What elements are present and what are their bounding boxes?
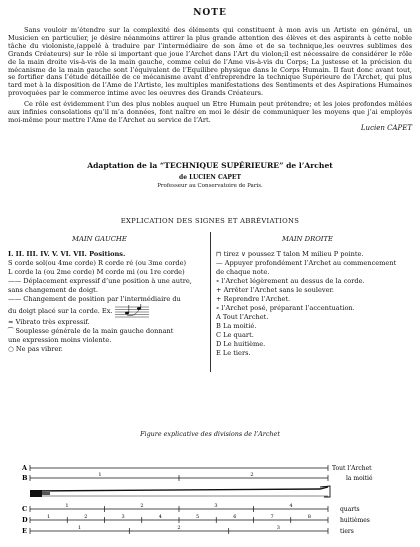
row-c-mark: 2 bbox=[140, 503, 144, 509]
row-e-mark: 2 bbox=[177, 525, 181, 531]
figure-caption: Figure explicative des divisions de l’Archet bbox=[140, 430, 280, 438]
note-title: NOTE bbox=[193, 8, 227, 18]
bow-division-figure bbox=[0, 438, 420, 547]
row-d-mark: 4 bbox=[158, 514, 162, 520]
legend-line: —— Déplacement expressif d’une position à une autre, bbox=[8, 277, 192, 285]
row-letter: E bbox=[22, 527, 27, 535]
legend-line: B La moitié. bbox=[216, 322, 257, 330]
legend-line: I. II. III. IV. V. VI. VII. Positions. bbox=[8, 250, 126, 258]
row-label: tiers bbox=[340, 528, 354, 535]
row-label: quarts bbox=[340, 506, 360, 513]
legend-line: C Le quart. bbox=[216, 331, 254, 339]
legend-line: D Le huitième. bbox=[216, 340, 266, 348]
row-b-mark: 1 bbox=[98, 472, 102, 478]
row-b-mark: 2 bbox=[250, 472, 254, 478]
row-letter: C bbox=[22, 505, 28, 513]
row-d-mark: 7 bbox=[270, 514, 274, 520]
legend-line: ∘ l’Archet légèrement au dessus de la corde. bbox=[216, 277, 365, 285]
legend-line: S corde sol(ou 4me corde) R corde ré (ou 3me corde) bbox=[8, 259, 187, 267]
note-body bbox=[8, 27, 412, 128]
legend-line: E Le tiers. bbox=[216, 349, 251, 357]
legend-line: + Reprendre l’Archet. bbox=[216, 295, 291, 303]
row-e-mark: 3 bbox=[276, 525, 280, 531]
row-d-mark: 2 bbox=[84, 514, 88, 520]
row-c-mark: 3 bbox=[214, 503, 218, 509]
row-letter: D bbox=[22, 516, 28, 524]
explication-title: EXPLICATION DES SIGNES ET ABRÉVIATIONS bbox=[120, 217, 300, 225]
right-column-heading: MAIN DROITE bbox=[282, 235, 333, 243]
adaptation-professor: Professeur au Conservatoire de Paris. bbox=[157, 183, 263, 189]
row-letter: B bbox=[22, 474, 28, 482]
row-letter: A bbox=[22, 464, 28, 472]
column-divider bbox=[210, 232, 211, 372]
legend-line: ≈ Vibrato très expressif. bbox=[8, 318, 90, 326]
staff-example-icon bbox=[115, 304, 149, 318]
legend-line: ⊓ tirez ∨ poussez T talon M milieu P pointe. bbox=[216, 250, 364, 258]
adaptation-author: de LUCIEN CAPET bbox=[179, 174, 241, 181]
row-d-mark: 1 bbox=[47, 514, 51, 520]
adaptation-title: Adaptation de la “TECHNIQUE SUPÉRIEURE” de l’Archet bbox=[87, 161, 333, 170]
legend-line: ⁀ Souplesse générale de la main gauche donnant bbox=[8, 327, 174, 335]
signature: Lucien CAPET bbox=[360, 124, 412, 132]
row-d-mark: 8 bbox=[307, 514, 311, 520]
legend-line: une expression moins violente. bbox=[8, 336, 112, 344]
note-paragraph: Sans vouloir m’étendre sur la complexité des éléments qui constituent à mon avis un Artiste en général, un Musicien en particulier, je désire néanmoins attirer la plus grande attention des élèves et des aspirants à cette noble tâche du violoniste,(appelé à traduire par l’intermédiaire de son âme et de sa technique,les oeuvres sublimes des Grands Créateurs) sur le rôle si important que joue l’Archet dans l’Art du violon;il est nécessaire de considérer le rôle de la main droite vis-à-vis de la main gauche, comme celui de l’Ame vis-à-vis du Corps; La justesse et la précision du mécanisme de la main gauche sont l’équivalent de l’Equilibre physique dans le Corps Humain. Il faut donc avant tout, se fortifier dans l’étude détaillée de ce mécanisme avant d’entreprendre la technique Supérieure de l’Archet, qui plus tard met à la disposition de l’Ame de l’Artiste, les multiples manifestations des Sentiments et des Aspirations Humaines provoquées par le commerce intime avec les oeuvres des Grands Créateurs. bbox=[8, 26, 412, 98]
row-d-mark: 3 bbox=[121, 514, 125, 520]
legend-line: de chaque note. bbox=[216, 268, 270, 276]
row-label: huitièmes bbox=[340, 517, 370, 524]
legend-line bbox=[8, 304, 206, 318]
bow-icon bbox=[30, 486, 330, 497]
legend-line: —— Changement de position par l’intermédiaire du bbox=[8, 295, 181, 303]
row-e-mark: 1 bbox=[78, 525, 82, 531]
legend-line: ○ Ne pas vibrer. bbox=[8, 345, 63, 353]
left-column-heading: MAIN GAUCHE bbox=[72, 235, 127, 243]
legend-line: ∘ l’Archet posé, préparant l’accentuation. bbox=[216, 304, 355, 312]
row-d-mark: 6 bbox=[233, 514, 237, 520]
row-c-mark: 1 bbox=[65, 503, 69, 509]
row-c-mark: 4 bbox=[289, 503, 293, 509]
legend-line-text: du doigt placé sur la corde. Ex. bbox=[8, 307, 113, 315]
right-column bbox=[216, 250, 414, 358]
legend-line: + Arrêter l’Archet sans le soulever. bbox=[216, 286, 335, 294]
legend-line: sans changement de doigt. bbox=[8, 286, 98, 294]
row-label: Tout l’Archet bbox=[332, 465, 372, 472]
note-paragraph: Ce rôle est évidemment l’un des plus nobles auquel un Etre Humain peut prétendre; et les joies profondes mêlées aux infinies consolations qu’il m’a données, font naître en moi le désir de communiquer les moyens que j’ai employés moi-même pour mettre l’Ame de l’Archet au service de l’Art. bbox=[8, 100, 412, 124]
legend-line: L corde la (ou 2me corde) M corde mi (ou 1re corde) bbox=[8, 268, 185, 276]
row-label: la moitié bbox=[346, 475, 373, 482]
left-column bbox=[8, 250, 206, 354]
row-d-mark: 5 bbox=[196, 514, 200, 520]
legend-line: — Appuyer profondément l’Archet au commencement bbox=[216, 259, 397, 267]
legend-line: A Tout l’Archet. bbox=[216, 313, 269, 321]
